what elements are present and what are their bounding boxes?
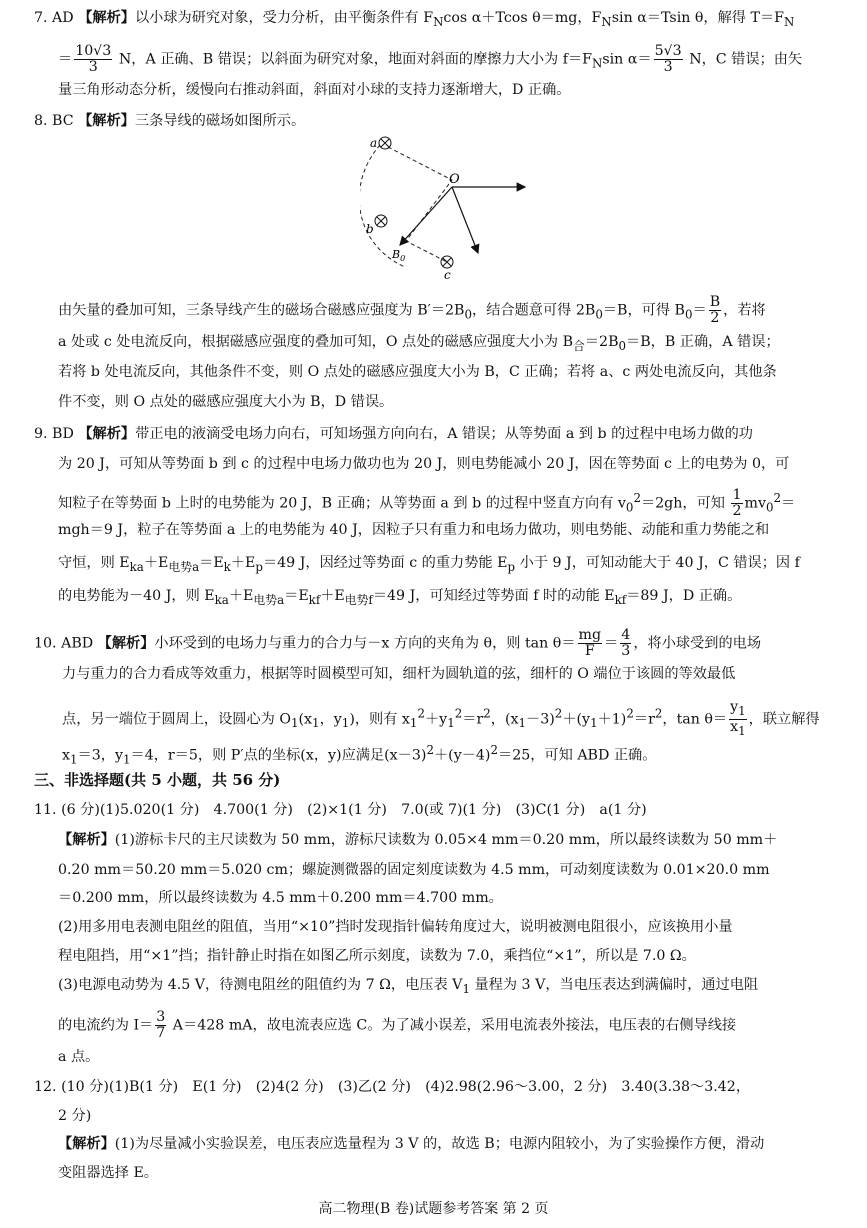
q10-line4: $x_1=3$，$y_1=4$，r＝5，则 P′点的坐标(x，y)应满足$(x-3)^2+(y-4)^2=25$，可知 ABD 正确。 [62,743,657,767]
q9-line5: 守恒，则 $E_{ka}+E_{电势a}=E_k+E_p=49$ J，因经过等势面 c 的重力势能 $E_p$ 小于 9 J，可知动能大于 40 J，C 错误；因 f [58,555,800,574]
q7-line3: 量三角形动态分析，缓慢向右推动斜面，斜面对小球的支持力逐渐增大，D 正确。 [58,82,571,98]
q12-line3: 【解析】(1)为尽量减小实验误差，电压表应选量程为 3 V 的，故选 B；电源内阻较小，为了实验操作方便，滑动 [58,1136,765,1152]
page-footer: 高二物理(B 卷)试题参考答案 第 2 页 [318,1201,549,1217]
q11-line9: a 点。 [58,1049,100,1065]
q9-line1: 9. BD 【解析】带正电的液滴受电场力向右，可知场强方向向右，A 错误；从等势面 a 到 b 的过程中电场力做的功 [34,426,753,442]
q11-line3: 0.20 mm＝50.20 mm＝5.020 cm；螺旋测微器的固定刻度读数为 4.5 mm，可动刻度读数为 0.01×20.0 mm [58,862,770,878]
q8-line4: 若将 b 处电流反向，其他条件不变，则 O 点处的磁感应强度大小为 B，C 正确；若将 a、c 两处电流反向，其他条 [58,364,777,380]
q11-answer: 11. (6 分)(1)5.020(1 分) 4.700(1 分) (2)×1(1 分) 7.0(或 7)(1 分) (3)C(1 分) a(1 分) [34,802,647,818]
q11-line5: (2)用多用电表测电阻丝的阻值，当用“×10”挡时发现指针偏转角度过大，说明被测电阻很小，应该换用小量 [58,919,733,935]
q12-line4: 变阻器选择 E。 [58,1165,158,1181]
q9-line6: 的电势能为－40 J，则 $E_{ka}+E_{电势a}=E_{kf}+E_{电势f}=49$ J，可知经过等势面 f 时的动能 $E_{kf}=89$ J，D 正确。 [58,588,742,607]
q7-line2: ＝ $\frac{10√3}{3}$ N，A 正确、B 错误；以斜面为研究对象，地面对斜面的摩擦力大小为 $f=F_N\sin$ α＝ $\frac{5√3}{3}$ N，C 错误；由矢 [58,44,803,75]
svg-text:b: b [366,222,374,236]
svg-text:O: O [449,172,460,187]
q11-line2: 【解析】(1)游标卡尺的主尺读数为 50 mm，游标尺读数为 0.05×4 mm＝0.20 mm，所以最终读数为 50 mm＋ [58,832,778,848]
q11-line8: 的电流约为 I＝ $\frac{3}{7}$ A＝428 mA，故电流表应选 C。为了减小误差，采用电流表外接法，电压表的右侧导线接 [58,1010,737,1041]
q11-line4: ＝0.200 mm，所以最终读数为 4.5 mm＋0.200 mm＝4.700 mm。 [58,890,503,906]
q10-line1: 10. ABD 【解析】小环受到的电场力与重力的合力与－x 方向的夹角为 θ，则 tan θ＝ $\frac{mg}{F}$ ＝ $\frac{4}{3}$ ，将小球受到的电场 [34,628,762,659]
q11-line7: (3)电源电动势为 4.5 V，待测电阻丝的阻值约为 7 Ω，电压表 $V_1$ 量程为 3 V，当电压表达到满偏时，通过电阻 [58,977,759,996]
q12-answer: 12. (10 分)(1)B(1 分) E(1 分) (2)4(2 分) (3)乙(2 分) (4)2.98(2.96～3.00，2 分) 3.40(3.38～3.42， [34,1079,751,1095]
wire-a-icon [379,137,391,149]
q9-line3: 知粒子在等势面 b 上时的电势能为 20 J，B 正确；从等势面 a 到 b 的过程中竖直方向有 $v_0^2=2gh$，可知 $\frac{1}{2}$ $mv_0^2=$ [58,488,796,520]
q9-line4: mgh＝9 J，粒子在等势面 a 上的电势能为 40 J，因粒子只有重力和电场力做功，则电势能、动能和重力势能之和 [58,522,770,538]
q11-line6: 程电阻挡，用“×1”挡；指针静止时指在如图乙所示刻度，读数为 7.0，乘挡位“×1”，所以是 7.0 Ω。 [58,948,696,964]
svg-text:a: a [370,136,378,150]
wire-b-icon [375,215,387,227]
section-heading: 三、非选择题(共 5 小题，共 56 分) [34,771,281,789]
q12-line2: 2 分) [58,1108,92,1124]
q10-line2: 力与重力的合力看成等效重力，根据等时圆模型可知，细杆为圆轨道的弦，细杆的 O 端位于该圆的等效最低 [62,666,736,682]
q10-line3: 点，另一端位于圆周上，设圆心为 $O_1(x_1$，$y_1$)，则有 $x_1^2+y_1^2=r^2$，$(x_1-3)^2+(y_1+1)^2=r^2$，tan θ＝ $\frac{y_1}{x_1}$ ，联立解得 [62,700,820,738]
q8-line5: 件不变，则 O 点处的磁感应强度大小为 B，D 错误。 [58,394,394,410]
q8-line3: a 处或 c 处电流反向，根据磁感应强度的叠加可知，O 点处的磁感应强度大小为 $B_合=2B_0=B$，B 正确，A 错误； [58,334,780,353]
svg-text:c: c [444,268,451,280]
wire-c-icon [441,256,453,268]
b0-label: $B_0$ [392,248,406,263]
q8-line2: 由矢量的叠加可知，三条导线产生的磁场合磁感应强度为 $B'=2B_0$，结合题意可得 $2B_0=B$，可得 $B_0=$ $\frac{B}{2}$ ，若将 [58,295,766,326]
magnetic-field-figure [360,125,530,280]
q7-line1: 7. AD 【解析】以小球为研究对象，受力分析，由平衡条件有 $F_N\cos$ α＋Tcos θ＝mg，$F_N\sin$ α＝Tsin θ，解得 $T=F_N$ [34,10,795,29]
q9-line2: 为 20 J，可知从等势面 b 到 c 的过程中电场力做功也为 20 J，则电势能减小 20 J，因在等势面 c 上的电势为 0，可 [58,456,790,472]
q8-line1: 8. BC 【解析】三条导线的磁场如图所示。 [34,113,306,129]
